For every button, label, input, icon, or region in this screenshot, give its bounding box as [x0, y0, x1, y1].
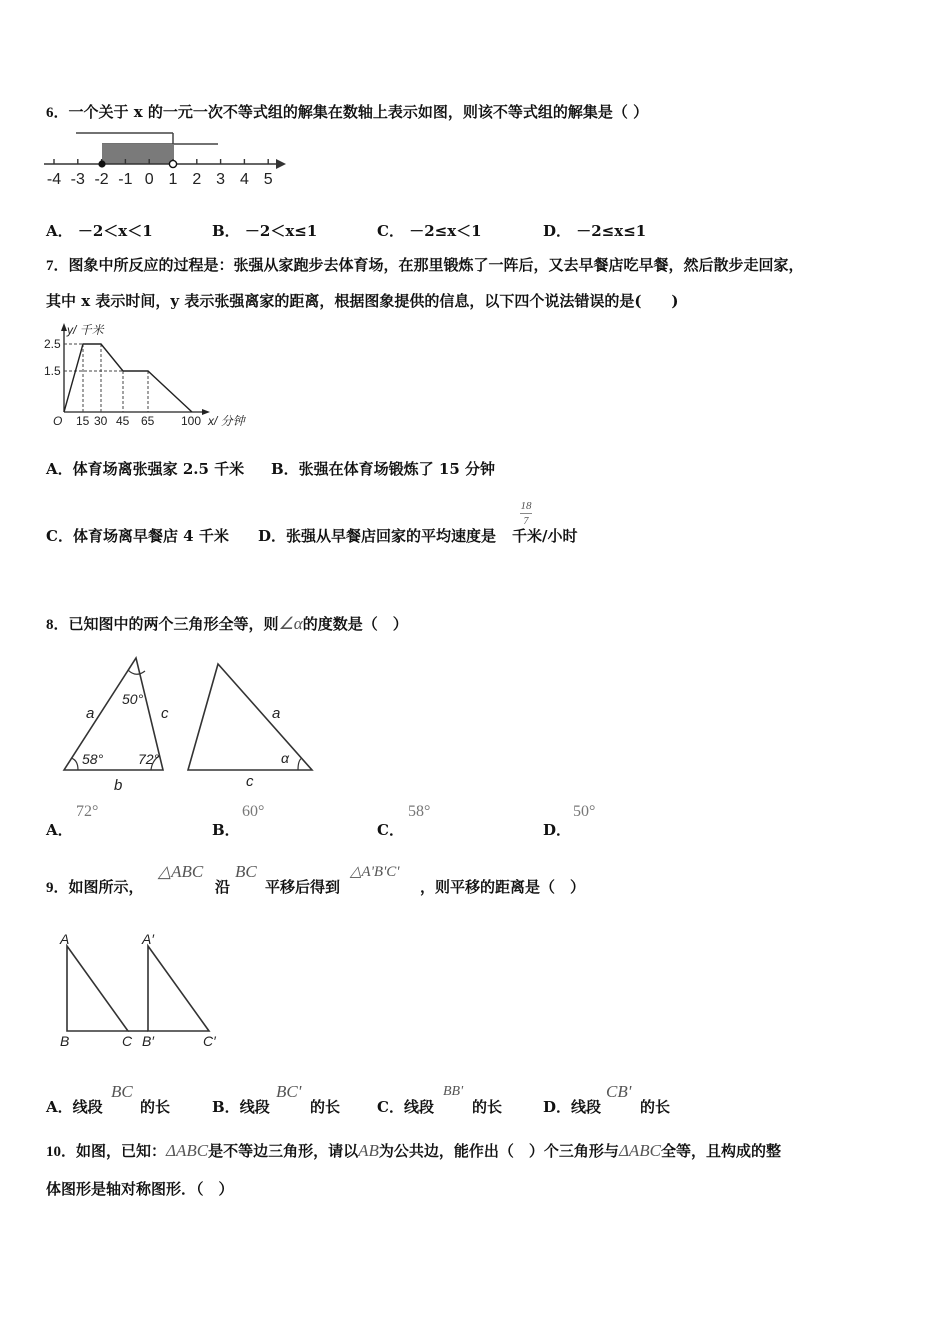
origin-label: O — [53, 414, 63, 428]
q7-distance-time-graph — [40, 318, 255, 434]
q9-segment-bc: BC — [235, 862, 257, 881]
q7-option-c[interactable]: C．体育场离早餐店 4 千米 — [46, 527, 229, 545]
q9-number: 9． — [46, 880, 69, 896]
label-c: C — [122, 1033, 133, 1049]
tri1-side-b: b — [114, 777, 123, 794]
axis-labels — [47, 171, 273, 188]
q8-option-c[interactable]: C． 58° — [377, 803, 431, 839]
q10-triangle-abc-2: ΔABC — [618, 1141, 662, 1160]
q8-option-b[interactable]: B． 60° — [212, 803, 265, 839]
axis-label: -2 — [94, 171, 109, 188]
x-tick-45: 45 — [116, 414, 130, 428]
axis-label: 5 — [263, 171, 273, 188]
label-b: B — [60, 1033, 70, 1049]
q6-number: 6． — [46, 105, 69, 121]
q8-option-d[interactable]: D． 50° — [543, 803, 596, 839]
tri1-angle-right: 72° — [138, 751, 160, 767]
angle-arc-left — [71, 758, 78, 770]
q6-option-d[interactable]: D． －2≤x≤1 — [543, 222, 647, 240]
q8-angle-symbol: ∠α — [278, 614, 303, 633]
open-endpoint — [169, 160, 176, 167]
q7-fraction: 18 7 — [520, 500, 532, 527]
solution-region — [102, 144, 174, 164]
q9-triangle-abc: △ABC — [158, 862, 204, 881]
tri2-angle-alpha: α — [281, 750, 289, 766]
axis-label: -1 — [118, 171, 133, 188]
q7-option-a[interactable]: A．体育场离张强家 2.5 千米 — [46, 460, 245, 478]
q10-stem-line2: 体图形是轴对称图形．（ ） — [46, 1180, 234, 1198]
tri1-angle-left: 58° — [82, 751, 104, 767]
x-axis-label: x/ 分钟 — [208, 414, 245, 428]
q9-triangle-a1b1c1: △A'B'C' — [350, 864, 400, 880]
q9-option-c[interactable]: C．线段 BB' 的长 — [377, 1084, 503, 1116]
label-b-prime: B′ — [142, 1033, 154, 1049]
q10-segment-ab: AB — [358, 1141, 379, 1160]
q6-text: 一个关于 x 的一元一次不等式组的解集在数轴上表示如图，则该不等式组的解集是（ ） — [68, 103, 649, 121]
angle-arc-alpha — [298, 758, 302, 770]
x-tick-65: 65 — [141, 414, 155, 428]
label-a-prime: A′ — [142, 931, 154, 947]
axis-label: 3 — [216, 171, 226, 188]
triangle-abc — [67, 946, 128, 1031]
q6-option-c[interactable]: C． －2≤x＜1 — [377, 222, 482, 240]
q7-stem-line1: 7．图象中所反应的过程是：张强从家跑步去体育场，在那里锻炼了一阵后，又去早餐店吃早餐，然后散步走回家， — [46, 256, 804, 274]
tri2-side-a: a — [272, 705, 281, 722]
triangle-a1b1c1 — [148, 946, 209, 1031]
x-tick-15: 15 — [76, 414, 90, 428]
axis-label: 2 — [192, 171, 202, 188]
q6-stem — [46, 101, 648, 124]
q7-number: 7． — [46, 258, 69, 274]
x-tick-100: 100 — [181, 414, 202, 428]
q6-number-line — [40, 128, 300, 190]
q9-option-a[interactable]: A．线段 BC 的长 — [46, 1082, 171, 1116]
label-c-prime: C′ — [203, 1033, 216, 1049]
closed-endpoint — [98, 160, 105, 167]
q7-option-b[interactable]: B．张强在体育场锻炼了 15 分钟 — [271, 460, 495, 478]
q10-number: 10． — [46, 1144, 77, 1160]
tri2-side-c: c — [246, 773, 254, 790]
q8-stem: 8．已知图中的两个三角形全等，则∠α的度数是（ ） — [46, 614, 408, 633]
axis-arrow — [276, 159, 286, 169]
q9-option-d[interactable]: D．线段 CB' 的长 — [543, 1082, 671, 1116]
y-axis-label: y/ 千米 — [67, 323, 104, 337]
y-tick-1-5: 1.5 — [44, 364, 61, 378]
axis-label: -4 — [46, 171, 62, 188]
y-tick-2-5: 2.5 — [44, 337, 61, 351]
graph-guides — [64, 344, 148, 412]
triangle-2 — [188, 664, 312, 770]
q9-translation-figure — [56, 928, 226, 1052]
q10-triangle-abc: ΔABC — [166, 1141, 209, 1160]
axis-label: 1 — [168, 171, 178, 188]
axis-label: 4 — [239, 171, 249, 188]
q6-option-a[interactable]: A． －2＜x＜1 — [46, 222, 153, 240]
q8-option-a[interactable]: A． 72° — [46, 803, 99, 839]
x-tick-30: 30 — [94, 414, 108, 428]
tri1-angle-top: 50° — [122, 691, 144, 707]
axis-label: 0 — [144, 171, 154, 188]
q8-number: 8． — [46, 617, 69, 633]
angle-arc-top — [128, 670, 145, 674]
q10-stem-line1: 10．如图，已知：ΔABC是不等边三角形，请以AB为公共边，能作出（ ）个三角形与ΔABC全等，且构成的整 — [46, 1141, 782, 1160]
label-a: A — [60, 931, 70, 947]
q6-option-b[interactable]: B． －2＜x≤1 — [212, 222, 318, 240]
q7-option-d[interactable]: D．张强从早餐店回家的平均速度是 千米/小时 — [258, 527, 578, 545]
q8-triangles — [58, 650, 320, 795]
q9-stem: 9．如图所示， △ABC 沿 BC 平移后得到 △A'B'C' ，则平移的距离是（ ） — [46, 862, 586, 896]
q9-option-b[interactable]: B．线段 BC' 的长 — [212, 1082, 341, 1116]
tri1-side-c: c — [161, 705, 169, 722]
q7-stem-line2: 其中 x 表示时间，y 表示张强离家的距离，根据图象提供的信息，以下四个说法错误的是( ) — [46, 292, 679, 310]
axis-label: -3 — [70, 171, 85, 188]
tri1-side-a: a — [86, 705, 95, 722]
